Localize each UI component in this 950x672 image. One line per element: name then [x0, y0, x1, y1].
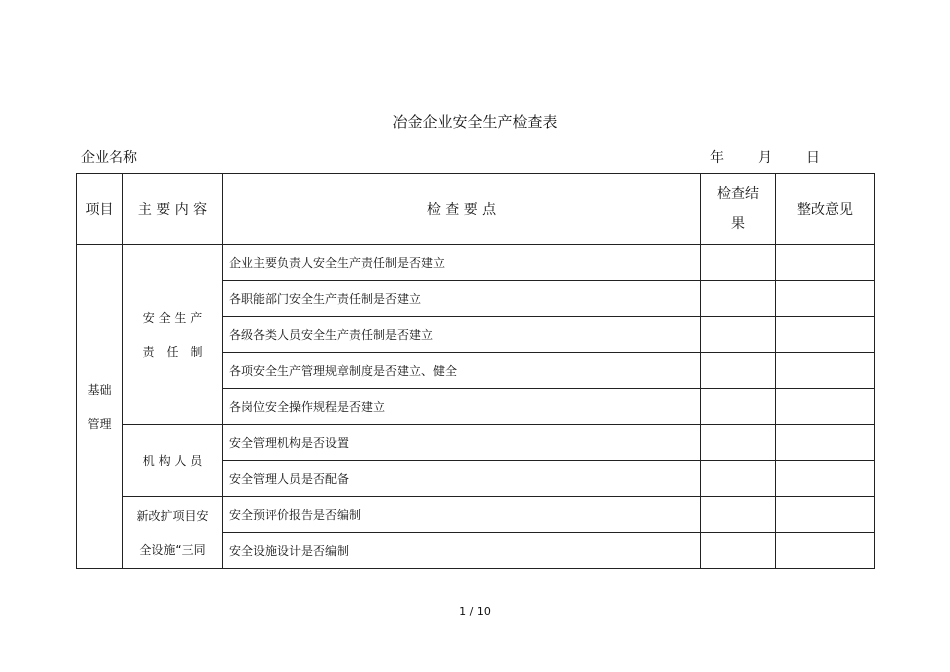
opinion-cell[interactable] [776, 281, 875, 317]
header-result-line1: 检查结 [717, 186, 759, 202]
check-item: 企业主要负责人安全生产责任制是否建立 [223, 245, 701, 281]
result-cell[interactable] [701, 533, 776, 569]
header-content: 主 要 内 容 [123, 174, 223, 245]
result-cell[interactable] [701, 389, 776, 425]
result-cell[interactable] [701, 281, 776, 317]
group-line2: 全设施“三同 [139, 542, 206, 557]
check-item: 各职能部门安全生产责任制是否建立 [223, 281, 701, 317]
opinion-cell[interactable] [776, 461, 875, 497]
group-line1: 安 全 生 产 [142, 310, 203, 325]
group-line2: 责 任 制 [142, 344, 203, 359]
page-number: 1 / 10 [459, 605, 491, 618]
check-item: 安全管理人员是否配备 [223, 461, 701, 497]
check-item: 各项安全生产管理规章制度是否建立、健全 [223, 353, 701, 389]
table-row [77, 497, 875, 533]
category-cell [77, 245, 123, 569]
table-row [77, 245, 875, 281]
result-cell[interactable] [701, 497, 776, 533]
result-cell[interactable] [701, 425, 776, 461]
opinion-cell[interactable] [776, 353, 875, 389]
group-line1: 机 构 人 员 [142, 453, 203, 468]
result-cell[interactable] [701, 245, 776, 281]
date-year-label: 年 [710, 150, 724, 166]
table-row [77, 425, 875, 461]
opinion-cell[interactable] [776, 497, 875, 533]
header-points: 检 查 要 点 [223, 174, 701, 245]
opinion-cell[interactable] [776, 389, 875, 425]
group-cell [123, 425, 223, 497]
header-project: 项目 [77, 174, 123, 245]
category-line1: 基础 [87, 382, 112, 397]
group-cell [123, 497, 223, 569]
result-cell[interactable] [701, 353, 776, 389]
inspection-table [76, 173, 875, 569]
opinion-cell[interactable] [776, 317, 875, 353]
opinion-cell[interactable] [776, 533, 875, 569]
group-line1: 新改扩项目安 [136, 508, 209, 523]
header-opinion: 整改意见 [776, 174, 875, 245]
check-item: 安全预评价报告是否编制 [223, 497, 701, 533]
header-result [701, 174, 776, 245]
group-cell [123, 245, 223, 425]
date-month-label: 月 [758, 150, 772, 166]
check-item: 安全设施设计是否编制 [223, 533, 701, 569]
check-item: 各岗位安全操作规程是否建立 [223, 389, 701, 425]
table-header-row [77, 174, 875, 245]
document-title: 冶金企业安全生产检查表 [392, 113, 558, 131]
result-cell[interactable] [701, 317, 776, 353]
date-day-label: 日 [806, 150, 820, 166]
check-item: 各级各类人员安全生产责任制是否建立 [223, 317, 701, 353]
category-line2: 管理 [87, 416, 112, 431]
header-result-line2: 果 [731, 216, 745, 232]
company-name-label: 企业名称 [81, 150, 137, 166]
opinion-cell[interactable] [776, 425, 875, 461]
check-item: 安全管理机构是否设置 [223, 425, 701, 461]
opinion-cell[interactable] [776, 245, 875, 281]
result-cell[interactable] [701, 461, 776, 497]
